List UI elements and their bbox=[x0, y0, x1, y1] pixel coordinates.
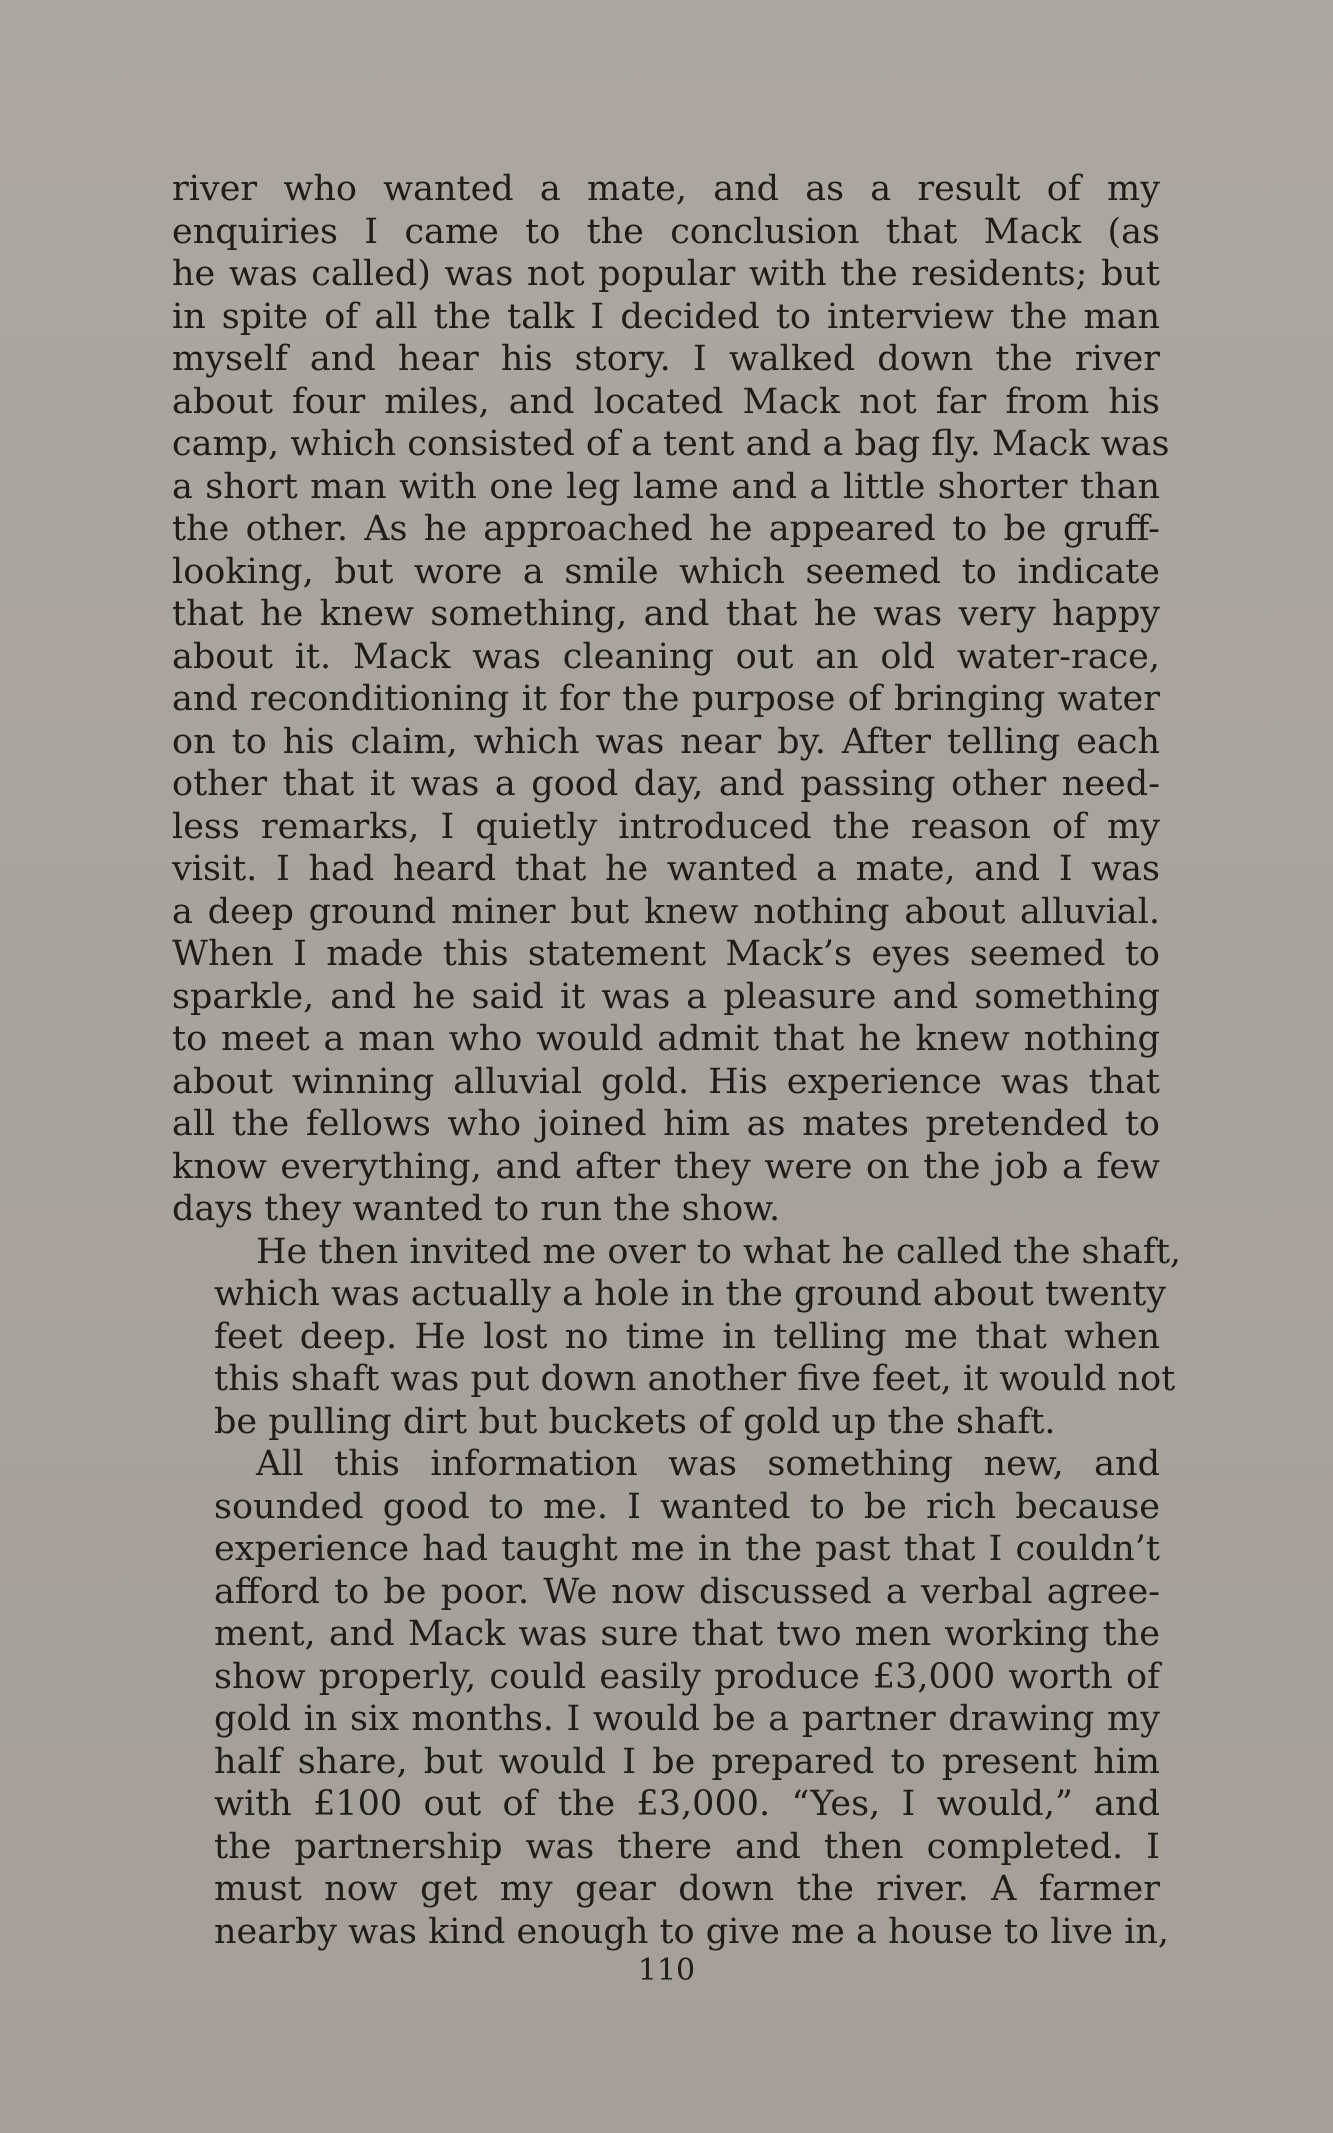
text-line: half share, but would I be prepared to present him bbox=[214, 1741, 1160, 1782]
text-line: which was actually a hole in the ground about twenty bbox=[214, 1274, 1167, 1314]
text-line: the partnership was there and then completed. I bbox=[214, 1826, 1160, 1867]
text-line: with £100 out of the £3,000. “Yes, I would,” and bbox=[214, 1784, 1160, 1824]
page-number: 110 bbox=[637, 1953, 696, 1988]
text-line: that he knew something, and that he was very happy bbox=[172, 594, 1160, 634]
text-line: the other. As he approached he appeared to be gruff- bbox=[172, 509, 1160, 549]
text-line: experience had taught me in the past that I couldn’t bbox=[214, 1529, 1160, 1569]
text-line: be pulling dirt but buckets of gold up the shaft. bbox=[214, 1401, 1056, 1442]
text-line: on to his claim, which was near by. After telling each bbox=[172, 721, 1160, 762]
text-line: about four miles, and located Mack not far from his bbox=[172, 381, 1160, 422]
text-line: camp, which consisted of a tent and a bag fly. Mack was bbox=[172, 424, 1170, 464]
text-line: and reconditioning it for the purpose of bringing water bbox=[172, 679, 1160, 719]
paragraph bbox=[172, 168, 1170, 1231]
text-line: When I made this statement Mack’s eyes seemed to bbox=[172, 934, 1160, 974]
text-line: visit. I had heard that he wanted a mate, and I was bbox=[172, 849, 1160, 889]
paragraph bbox=[172, 1443, 1170, 1953]
text-line: river who wanted a mate, and as a result of my bbox=[172, 169, 1160, 209]
text-line: all the fellows who joined him as mates pretended to bbox=[172, 1104, 1160, 1144]
text-line: feet deep. He lost no time in telling me that when bbox=[214, 1316, 1160, 1357]
text-line: must now get my gear down the river. A farmer bbox=[214, 1869, 1160, 1909]
text-line: know everything, and after they were on the job a few bbox=[172, 1146, 1160, 1187]
text-line: sparkle, and he said it was a pleasure and something bbox=[172, 976, 1160, 1017]
text-line: this shaft was put down another five feet, it would not bbox=[214, 1359, 1176, 1399]
text-line: afford to be poor. We now discussed a verbal agree- bbox=[214, 1571, 1160, 1612]
text-line: show properly, could easily produce £3,000 worth of bbox=[214, 1656, 1160, 1697]
text-line: gold in six months. I would be a partner drawing my bbox=[214, 1699, 1160, 1739]
text-line: All this information was something new, and bbox=[256, 1444, 1160, 1484]
text-line: ment, and Mack was sure that two men working the bbox=[214, 1614, 1160, 1654]
text-line: a short man with one leg lame and a little shorter than bbox=[172, 466, 1160, 507]
text-line: sounded good to me. I wanted to be rich because bbox=[214, 1486, 1160, 1527]
text-line: to meet a man who would admit that he knew nothing bbox=[172, 1019, 1160, 1059]
text-line: less remarks, I quietly introduced the reason of my bbox=[172, 806, 1160, 847]
text-line: other that it was a good day, and passing other need- bbox=[172, 764, 1160, 804]
text-line: myself and hear his story. I walked down the river bbox=[172, 339, 1160, 379]
text-line: a deep ground miner but knew nothing about alluvial. bbox=[172, 891, 1160, 932]
text-line: he was called) was not popular with the residents; but bbox=[172, 254, 1160, 294]
text-line: days they wanted to run the show. bbox=[172, 1189, 781, 1229]
text-line: about it. Mack was cleaning out an old water-race, bbox=[172, 636, 1160, 677]
text-line: enquiries I came to the conclusion that Mack (as bbox=[172, 211, 1160, 252]
body-text bbox=[172, 168, 1182, 1953]
text-line: He then invited me over to what he called the shaft, bbox=[256, 1231, 1182, 1272]
paragraph bbox=[172, 1231, 1182, 1444]
text-line: about winning alluvial gold. His experience was that bbox=[172, 1061, 1160, 1102]
text-line: looking, but wore a smile which seemed to indicate bbox=[172, 551, 1160, 592]
text-line: nearby was kind enough to give me a house to live in, bbox=[214, 1911, 1170, 1952]
text-line: in spite of all the talk I decided to interview the man bbox=[172, 296, 1160, 337]
